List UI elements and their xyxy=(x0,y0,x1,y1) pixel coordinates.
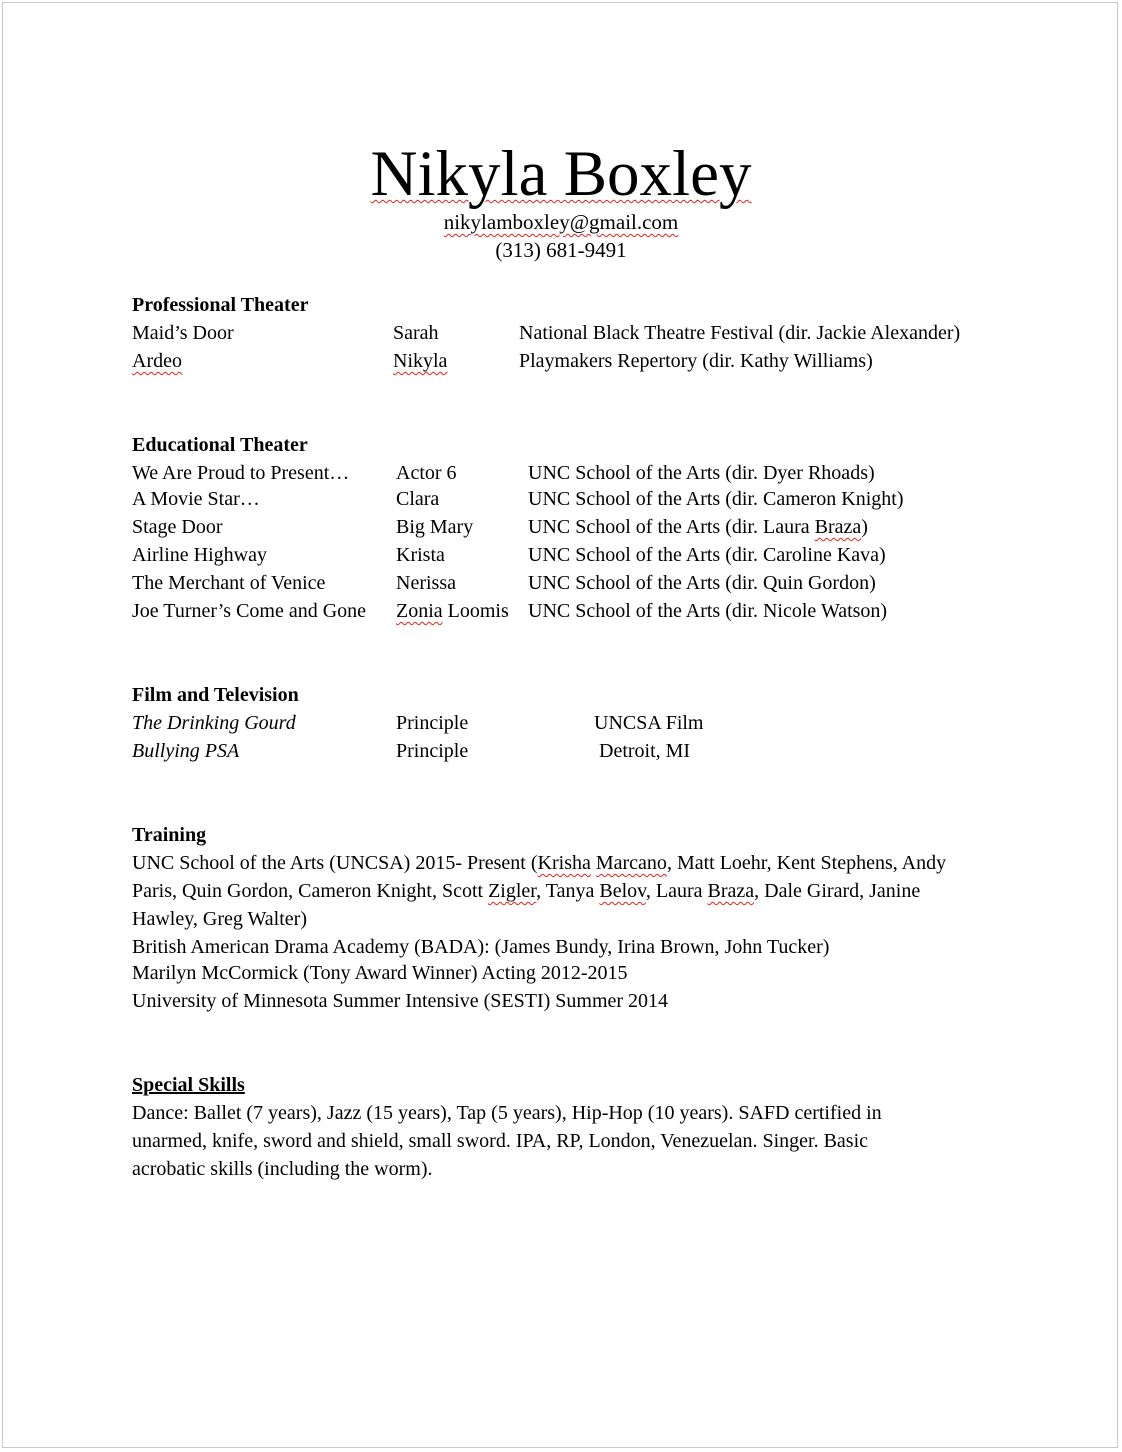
section-heading-special-skills: Special Skills xyxy=(132,1074,245,1096)
role: Zonia Loomis xyxy=(396,600,509,622)
role: Principle xyxy=(396,740,469,762)
training-uncsa: UNC School of the Arts (UNCSA) 2015- Present (Krisha Marcano, Matt Loehr, Kent Stephens, Andy Paris, Quin Gordon, Cameron Knight, Scott Zigler, Tanya Belov, Laura Braza, Dale Girard, Janine Hawley, Greg Walter) xyxy=(132,852,947,930)
section-heading-film-and-television: Film and Television xyxy=(132,684,299,706)
resume-name: Nikyla Boxley xyxy=(370,138,752,210)
company: National Black Theatre Festival (dir. Jackie Alexander) xyxy=(519,322,961,344)
role: Big Mary xyxy=(396,516,474,538)
email: nikylamboxley@gmail.com xyxy=(443,210,679,234)
production: UNCSA Film xyxy=(594,712,704,734)
company: UNC School of the Arts (dir. Cameron Knight) xyxy=(528,488,904,510)
role: Sarah xyxy=(393,322,439,344)
company: UNC School of the Arts (dir. Nicole Watson) xyxy=(528,600,888,622)
role: Clara xyxy=(396,488,440,510)
show-title: Airline Highway xyxy=(132,544,267,566)
role: Principle xyxy=(396,712,469,734)
role: Nerissa xyxy=(396,572,456,594)
show-title: Stage Door xyxy=(132,516,223,538)
phone: (313) 681-9491 xyxy=(495,238,627,262)
company: UNC School of the Arts (dir. Dyer Rhoads) xyxy=(528,462,875,484)
role: Krista xyxy=(396,544,445,566)
show-title: A Movie Star… xyxy=(132,488,260,510)
role: Nikyla xyxy=(393,350,448,372)
special-skills-text: Dance: Ballet (7 years), Jazz (15 years), Tap (5 years), Hip-Hop (10 years). SAFD certified in unarmed, knife, sword and shield, small sword. IPA, RP, London, Venezuelan. Singer. Basic acrobatic skills (including the worm). xyxy=(132,1102,882,1180)
show-title: The Merchant of Venice xyxy=(132,572,326,594)
show-title: We Are Proud to Present… xyxy=(132,462,350,484)
show-title: Joe Turner’s Come and Gone xyxy=(132,600,367,622)
film-title: The Drinking Gourd xyxy=(132,712,296,734)
section-heading-training: Training xyxy=(132,824,207,846)
company: UNC School of the Arts (dir. Laura Braza) xyxy=(528,516,868,538)
training-line: British American Drama Academy (BADA): (James Bundy, Irina Brown, John Tucker) xyxy=(132,936,830,958)
company: UNC School of the Arts (dir. Caroline Kava) xyxy=(528,544,886,566)
show-title: Maid’s Door xyxy=(132,322,234,344)
company: Playmakers Repertory (dir. Kathy Williams) xyxy=(519,350,873,372)
company: UNC School of the Arts (dir. Quin Gordon) xyxy=(528,572,876,594)
film-title: Bullying PSA xyxy=(132,740,240,762)
production: Detroit, MI xyxy=(599,740,691,762)
section-heading-educational-theater: Educational Theater xyxy=(132,434,308,456)
training-line: University of Minnesota Summer Intensive (SESTI) Summer 2014 xyxy=(132,990,669,1012)
role: Actor 6 xyxy=(396,462,457,484)
show-title: Ardeo xyxy=(132,350,182,372)
training-line: Marilyn McCormick (Tony Award Winner) Acting 2012-2015 xyxy=(132,962,628,984)
section-heading-professional-theater: Professional Theater xyxy=(132,294,309,316)
